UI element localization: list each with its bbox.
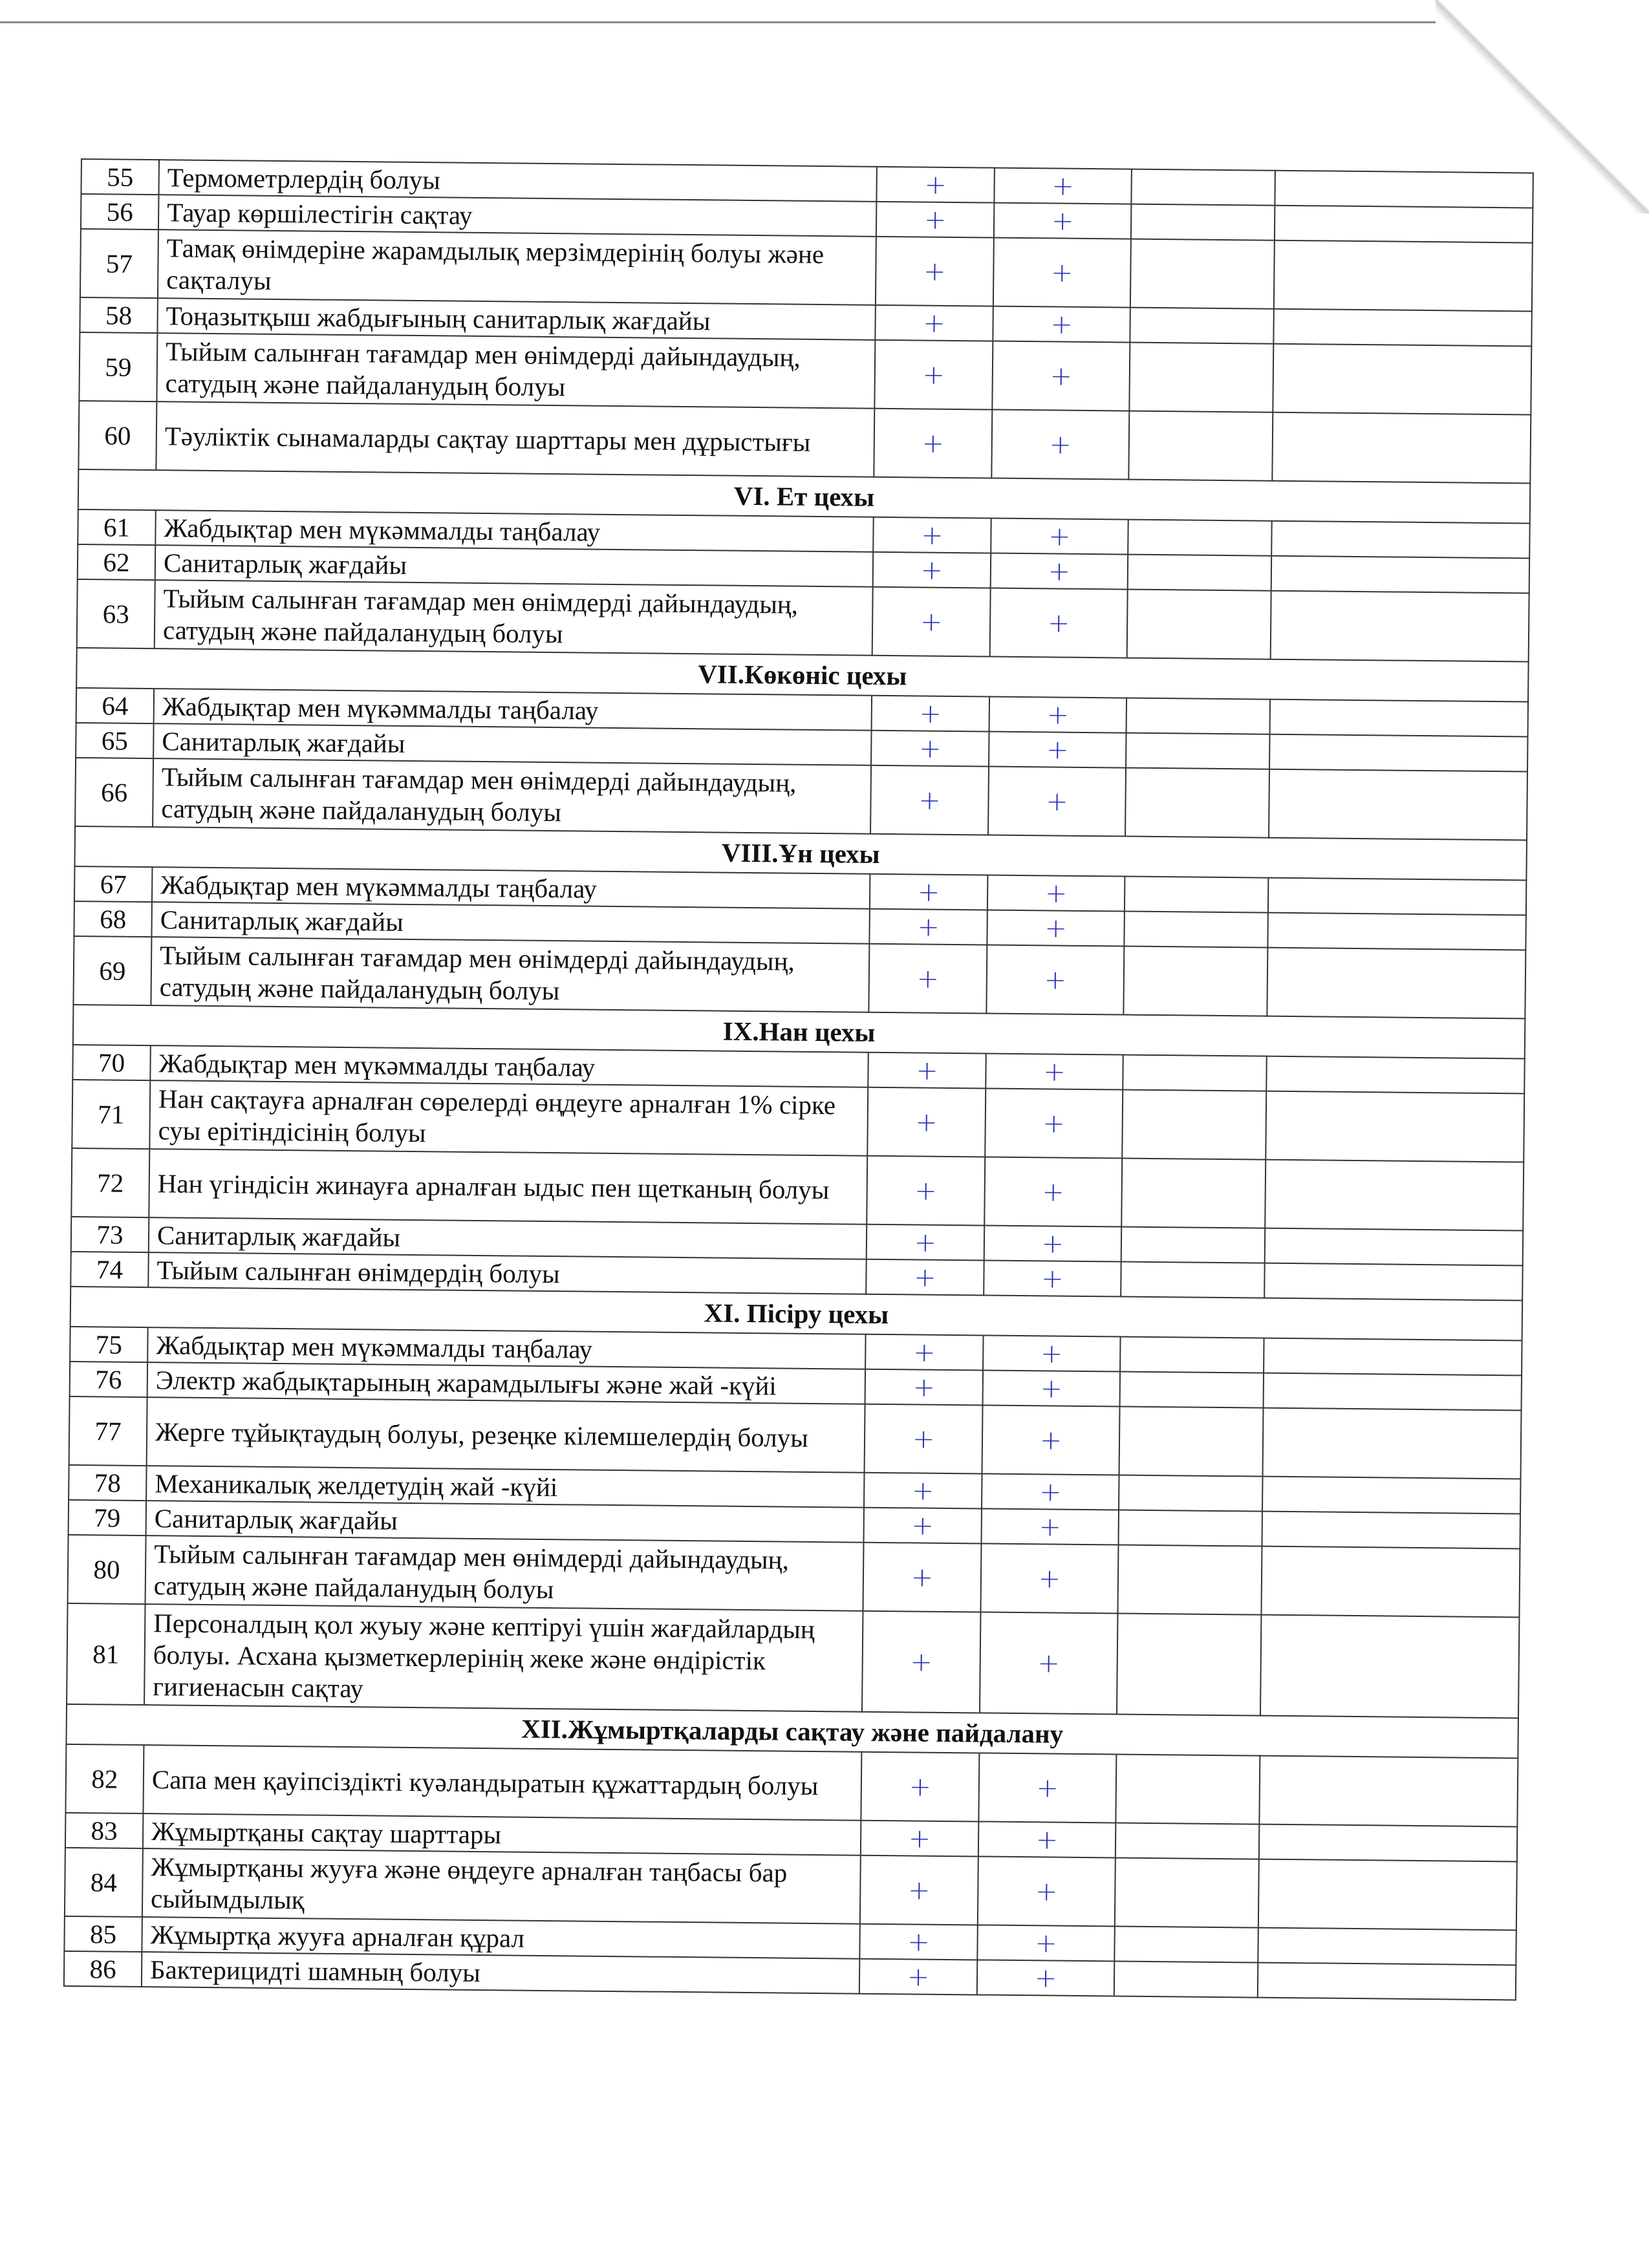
mark-cell-1: + [861,1821,979,1857]
row-requirement: Тәуліктік сынамаларды сақтау шарттары мен дұрыстығы [156,401,874,477]
row-requirement: Тыйым салынған тағамдар мен өнімдерді дайындаудың, сатудың және пайдаланудың болуы [151,937,869,1012]
row-requirement: Термометрлердің болуы [158,160,876,202]
mark-cell-1: + [876,167,995,203]
mark-cell-2: + [984,1225,1122,1261]
mark-cell-2: + [994,168,1132,204]
row-number: 72 [71,1148,149,1217]
row-requirement: Жерге тұйықтаудың болуы, резеңке кілемшелердің болуы [147,1397,865,1473]
row-number: 62 [78,544,156,580]
empty-cell [1263,1408,1522,1479]
empty-cell [1259,1824,1518,1862]
row-requirement: Тыйым салынған тағамдар мен өнімдерді дайындаудың, сатудың және пайдаланудың болуы [153,758,871,834]
empty-cell [1273,344,1531,415]
mark-cell-2: + [991,519,1128,555]
row-requirement: Тыйым салынған тағамдар мен өнімдерді дайындаудың, сатудың және пайдаланудың болуы [156,333,875,409]
mark-cell-2: + [989,732,1126,768]
mark-cell-1: + [871,731,989,767]
mark-cell-1: + [870,765,989,835]
row-number: 71 [72,1080,150,1149]
empty-cell [1259,1756,1518,1827]
mark-cell-2: + [986,1054,1123,1090]
empty-cell [1265,1228,1523,1266]
mark-cell-1: + [866,1259,984,1296]
empty-cell [1264,1263,1523,1301]
row-number: 60 [78,401,156,470]
row-requirement: Санитарлық жағдайы [151,902,869,944]
mark-cell-2: + [992,341,1130,411]
mark-cell-2: + [983,1370,1121,1406]
empty-cell [1258,1859,1517,1931]
mark-cell-1: + [872,696,990,732]
empty-cell [1128,520,1272,556]
mark-cell-1: + [859,1959,978,1995]
mark-cell-1: + [865,1404,983,1474]
empty-cell [1125,768,1269,838]
row-number: 74 [70,1252,149,1287]
row-requirement: Жабдықтар мен мүкәммалды таңбалау [150,1045,868,1087]
mark-cell-2: + [977,1925,1115,1961]
mark-cell-1: + [867,1225,985,1261]
empty-cell [1262,1477,1521,1514]
row-number: 75 [70,1327,148,1362]
page-top-edge [0,0,1649,23]
mark-cell-2: + [986,945,1124,1015]
mark-cell-2: + [993,306,1130,343]
mark-cell-2: + [983,1335,1121,1371]
mark-cell-2: + [985,1088,1123,1158]
empty-cell [1120,1337,1264,1373]
empty-cell [1258,1963,1516,2000]
row-number: 77 [69,1396,147,1466]
empty-cell [1123,1055,1267,1091]
empty-cell [1116,1823,1260,1859]
empty-cell [1126,698,1271,734]
mark-cell-1: + [874,409,992,478]
empty-cell [1118,1510,1262,1546]
row-requirement: Тауар көршілестігін сақтау [158,195,876,237]
row-number: 64 [76,688,155,723]
mark-cell-2: + [980,1543,1118,1613]
mark-cell-1: + [864,1508,982,1544]
row-requirement: Жабдықтар мен мүкәммалды таңбалау [155,510,873,552]
row-requirement: Тоңазытқыш жабдығының санитарлық жағдайы [157,298,875,340]
empty-cell [1114,1961,1258,1997]
row-number: 86 [64,1951,142,1987]
empty-cell [1261,1546,1520,1618]
empty-cell [1130,239,1275,309]
empty-cell [1273,309,1532,347]
empty-cell [1270,700,1529,737]
mark-cell-2: + [982,1405,1120,1475]
mark-cell-1: + [873,552,991,588]
section-title: VI. Ет цехы [78,469,1530,524]
empty-cell [1271,591,1529,662]
empty-cell [1123,947,1267,1016]
empty-cell [1116,1754,1260,1824]
mark-cell-1: + [873,517,991,553]
empty-cell [1275,171,1533,208]
row-number: 55 [81,159,159,195]
empty-cell [1258,1928,1516,1965]
row-requirement: Санитарлық жағдайы [149,1217,867,1259]
empty-cell [1274,241,1533,312]
mark-cell-2: + [978,1753,1116,1823]
mark-cell-2: + [978,1856,1116,1926]
row-requirement: Жабдықтар мен мүкәммалды таңбалау [152,867,870,909]
row-number: 76 [70,1362,148,1397]
mark-cell-1: + [876,202,995,238]
mark-cell-1: + [859,1924,978,1960]
empty-cell [1266,1056,1525,1094]
mark-cell-2: + [984,1260,1121,1296]
mark-cell-1: + [876,237,994,306]
mark-cell-2: + [994,203,1132,239]
empty-cell [1129,343,1273,412]
mark-cell-2: + [977,1960,1115,1996]
mark-cell-2: + [991,410,1129,480]
mark-cell-1: + [867,1156,985,1226]
empty-cell [1128,411,1273,481]
empty-cell [1126,733,1270,769]
row-requirement: Тамақ өнімдеріне жарамдылық мерзімдерінің болуы және сақталуы [158,230,876,305]
empty-cell [1121,1262,1265,1298]
row-requirement: Нан сақтауға арналған сөрелерді өңдеуге арналған 1% сірке суы ерітіндісінің болуы [149,1080,868,1156]
mark-cell-2: + [993,238,1131,308]
row-number: 56 [81,194,159,230]
mark-cell-1: + [872,587,991,657]
mark-cell-1: + [870,874,988,910]
row-requirement: Нан үгіндісін жинауға арналған ыдыс пен щетканың болуы [149,1149,867,1225]
row-requirement: Персоналдың қол жуыу және кептіруі үшін жағдайлардың болуы. Асхана қызметкерлерінің жеке және өндірістік гигиенасын сақтау [144,1604,863,1712]
empty-cell [1121,1159,1266,1228]
mark-cell-2: + [987,910,1125,947]
empty-cell [1130,308,1274,344]
row-number: 84 [65,1848,143,1917]
empty-cell [1122,1090,1266,1160]
row-requirement: Санитарлық жағдайы [146,1501,864,1543]
empty-cell [1262,1512,1520,1549]
mark-cell-2: + [987,875,1125,912]
row-number: 79 [69,1500,147,1535]
row-number: 57 [80,229,158,298]
empty-cell [1117,1545,1262,1615]
row-requirement: Жұмыртқаны сақтау шарттары [143,1813,861,1856]
empty-cell [1271,556,1529,594]
empty-cell [1121,1227,1266,1263]
empty-cell [1271,521,1529,559]
mark-cell-2: + [982,1473,1119,1510]
row-number: 67 [74,866,153,902]
mark-cell-2: + [989,697,1127,733]
row-number: 63 [77,579,155,648]
empty-cell [1268,878,1527,915]
checklist-table [63,158,1534,2000]
mark-cell-1: + [865,1369,984,1406]
empty-cell [1264,1373,1522,1411]
mark-cell-2: + [991,553,1128,590]
row-requirement: Жабдықтар мен мүкәммалды таңбалау [154,689,872,731]
row-requirement: Жұмыртқаны жууға және өңдеуге арналған таңбасы бар сыйымдылық [142,1848,861,1924]
mark-cell-1: + [875,305,993,341]
empty-cell [1266,1091,1524,1162]
row-number: 59 [79,332,157,401]
empty-cell [1265,1160,1524,1231]
row-number: 80 [68,1535,146,1604]
row-requirement: Электр жабдықтарының жарамдылығы және жай -күйі [147,1362,865,1404]
mark-cell-1: + [867,1087,986,1157]
empty-cell [1128,555,1272,591]
empty-cell [1119,1407,1264,1477]
mark-cell-1: + [861,1752,979,1822]
row-requirement: Бактерицидті шамның болуы [142,1952,859,1994]
empty-cell [1114,1926,1258,1962]
row-requirement: Тыйым салынған тағамдар мен өнімдерді дайындаудың, сатудың және пайдаланудың болуы [146,1535,864,1611]
empty-cell [1131,169,1275,206]
section-title: IX.Нан цехы [73,1005,1525,1059]
empty-cell [1267,948,1525,1019]
table-row [67,1603,1519,1718]
mark-cell-1: + [868,944,987,1014]
row-requirement: Жұмыртқа жууға арналған құрал [142,1917,859,1959]
mark-cell-1: + [862,1611,980,1713]
row-number: 58 [80,297,158,333]
empty-cell [1117,1613,1261,1715]
section-title: XI. Пісіру цехы [70,1287,1522,1341]
mark-cell-2: + [978,1821,1116,1857]
mark-cell-2: + [990,588,1128,658]
mark-cell-1: + [865,1334,984,1371]
section-title: VIII.Ұн цехы [74,826,1526,881]
row-number: 78 [69,1465,147,1501]
empty-cell [1131,204,1275,241]
mark-cell-1: + [868,1053,986,1089]
row-requirement: Тыйым салынған өнімдердің болуы [148,1252,866,1294]
row-number: 61 [78,509,156,545]
section-title: XII.Жұмыртқаларды сақтау және пайдалану [66,1704,1518,1759]
mark-cell-2: + [988,767,1126,837]
row-number: 83 [65,1813,144,1848]
empty-cell [1264,1338,1522,1376]
row-requirement: Тыйым салынған тағамдар мен өнімдерді дайындаудың, сатудың және пайдаланудың болуы [155,580,873,656]
row-number: 68 [74,901,152,937]
empty-cell [1119,1475,1263,1512]
row-number: 69 [73,936,151,1005]
mark-cell-2: + [984,1157,1122,1226]
empty-cell [1125,877,1269,913]
mark-cell-1: + [874,340,993,410]
row-requirement: Сапа мен қауіпсіздікті куәландыратын құжаттардың болуы [143,1745,861,1821]
row-requirement: Санитарлық жағдайы [155,545,873,587]
empty-cell [1275,206,1533,243]
section-title: VII.Көкөніс цехы [76,648,1528,702]
row-number: 65 [76,723,154,758]
row-number: 85 [64,1916,142,1952]
empty-cell [1267,913,1526,950]
mark-cell-1: + [860,1856,978,1925]
mark-cell-1: + [864,1473,982,1509]
row-requirement: Механикалық желдетудің жай -күйі [146,1466,864,1508]
empty-cell [1124,912,1268,948]
empty-cell [1260,1615,1519,1718]
row-number: 66 [75,758,153,827]
empty-cell [1120,1372,1264,1408]
row-number: 70 [72,1045,151,1080]
row-number: 81 [67,1603,145,1705]
empty-cell [1269,734,1527,772]
mark-cell-2: + [981,1508,1119,1545]
row-requirement: Санитарлық жағдайы [153,723,871,765]
empty-cell [1272,412,1531,484]
mark-cell-1: + [869,909,987,945]
empty-cell [1269,769,1527,840]
mark-cell-2: + [980,1612,1117,1714]
empty-cell [1127,590,1271,659]
row-number: 73 [71,1217,149,1252]
mark-cell-1: + [863,1543,981,1612]
row-requirement: Жабдықтар мен мүкәммалды таңбалау [147,1327,865,1369]
empty-cell [1115,1857,1259,1927]
row-number: 82 [65,1744,144,1813]
